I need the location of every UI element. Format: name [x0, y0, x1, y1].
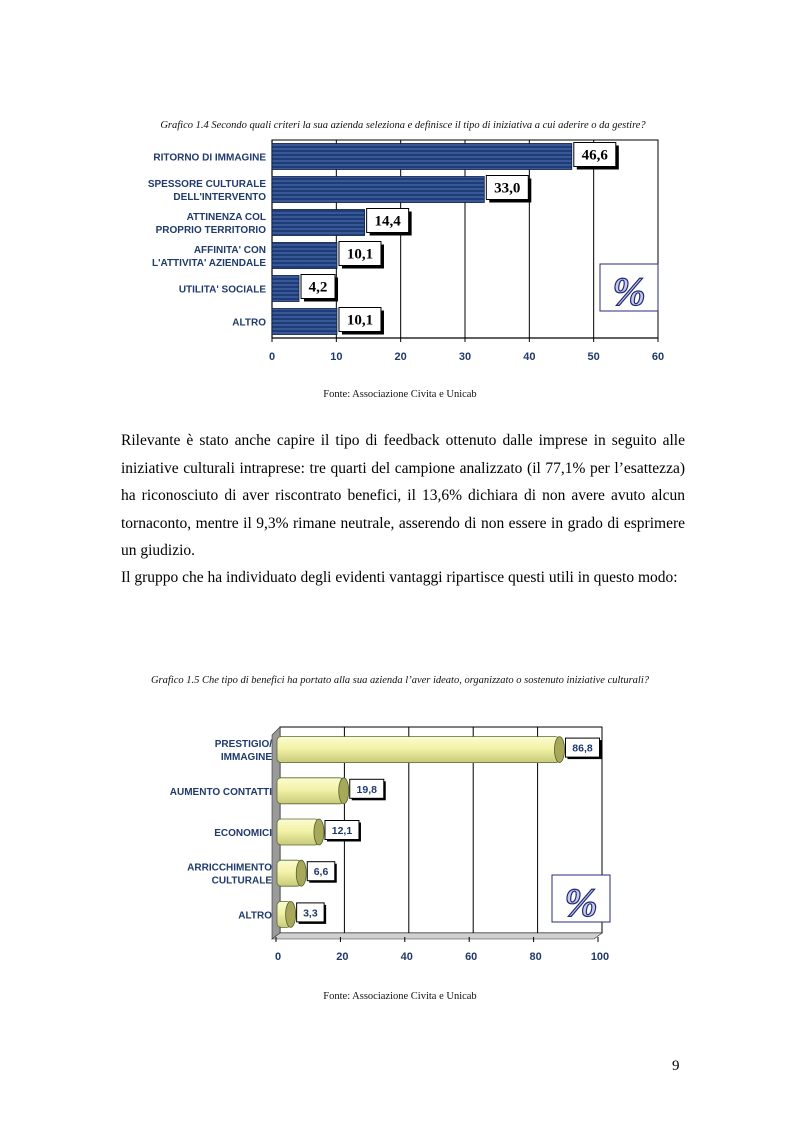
percent-icon: %	[564, 880, 598, 925]
chart2-tick-label: 40	[400, 951, 413, 963]
chart1-tick-label: 40	[523, 351, 536, 363]
chart2-source: Fonte: Associazione Civita e Unicab	[323, 991, 477, 1002]
chart1	[110, 132, 670, 372]
chart1-caption: Grafico 1.4 Secondo quali criteri la sua azienda seleziona e definisce il tipo di iniziativa a cui aderire o da gestire?	[160, 120, 646, 131]
chart2-percent-badge	[552, 875, 610, 925]
chart2-tick-label: 20	[336, 951, 349, 963]
body-paragraph-1: Rilevante è stato anche capire il tipo di feedback ottenuto dalle imprese in seguito alle iniziative culturali intraprese: tre quarti del campione analizzato (il 77,1% per l’esattezza) ha riconosciuto di aver riscontrato benefici, il 13,6% dichiara di non avere avuto alcun tornaconto, mentre il 9,3% rimane neutrale, asserendo di non essere in grado di esprimere un giudizio.	[121, 432, 685, 559]
chart1-value-label: 10,1	[346, 246, 374, 263]
chart2-bar	[277, 778, 344, 804]
chart1-tick-label: 30	[458, 351, 472, 363]
chart1-category-label: AFFINITA' CON L'ATTIVITA' AZIENDALE	[151, 245, 266, 269]
chart2-tick-label: 80	[529, 951, 542, 963]
chart2-tick-label: 0	[274, 951, 282, 963]
chart1-category-labels	[148, 153, 267, 329]
chart1-value-label: 4,2	[308, 279, 328, 296]
chart1-category-label: RITORNO DI IMMAGINE	[153, 152, 266, 164]
chart2-tick-label: 60	[465, 951, 478, 963]
chart2-category-label: ECONOMICI	[214, 828, 272, 839]
chart1-bar	[272, 309, 337, 335]
chart1-bar	[272, 210, 365, 236]
chart1-tick-labels	[269, 338, 664, 363]
chart1-category-label: UTILITA' SOCIALE	[178, 284, 266, 296]
chart2-caption: Grafico 1.5 Che tipo di benefici ha portato alla sua azienda l’aver ideato, organizzato o sostenuto iniziative culturali?	[150, 675, 650, 686]
chart2-category-label: AUMENTO CONTATTI	[169, 786, 272, 798]
chart2-bar-cap	[314, 819, 324, 845]
body-paragraph-2: Il gruppo che ha individuato degli evidenti vantaggi ripartisce questi utili in questo modo:	[121, 569, 678, 586]
chart1-tick-label: 0	[268, 351, 276, 363]
chart2-value-label: 19,8	[356, 783, 377, 796]
chart2-value-label: 12,1	[331, 825, 353, 837]
chart1-bar	[272, 144, 572, 170]
chart2-value-label: 6,6	[313, 866, 329, 879]
chart1-value-label: 46,6	[581, 147, 608, 164]
chart2-category-label: ALTRO	[238, 910, 272, 922]
chart1-value-label: 14,4	[374, 213, 401, 230]
chart1-bar	[272, 177, 484, 203]
chart2-bar	[277, 737, 559, 763]
chart1-tick-label: 20	[394, 351, 407, 363]
chart2-bar	[277, 819, 319, 845]
chart2-bar-cap	[286, 901, 296, 927]
chart2-tick-label: 100	[590, 951, 610, 963]
chart2-value-label: 3,3	[303, 907, 318, 920]
chart2-bar-cap	[339, 778, 349, 804]
page-number: 9	[672, 1058, 680, 1074]
chart2-category-label: ARRICCHIMENTO CULTURALE	[187, 862, 272, 887]
chart2-category-labels	[170, 739, 273, 921]
percent-icon: %	[612, 269, 646, 314]
chart1-value-label: 33,0	[494, 180, 521, 197]
chart2-value-label: 86,8	[572, 742, 593, 755]
chart2-tick-labels	[275, 937, 609, 963]
chart1-source: Fonte: Associazione Civita e Unicab	[323, 389, 477, 400]
chart1-category-label: ATTINENZA COL PROPRIO TERRITORIO	[155, 212, 266, 236]
chart1-bar	[272, 243, 337, 269]
chart1-tick-label: 50	[587, 351, 600, 363]
chart1-tick-label: 10	[330, 351, 343, 363]
chart2-category-label: PRESTIGIO/ IMMAGINE	[214, 739, 272, 764]
chart1-category-label: ALTRO	[232, 317, 266, 329]
chart2	[150, 715, 630, 975]
chart2-bar-cap	[296, 860, 306, 886]
chart2-floor	[272, 933, 602, 939]
chart1-percent-badge	[600, 264, 658, 314]
chart1-category-label: SPESSORE CULTURALE DELL'INTERVENTO	[147, 179, 266, 203]
chart1-tick-label: 60	[651, 351, 665, 363]
chart1-bar	[272, 276, 299, 302]
chart1-value-label: 10,1	[346, 312, 374, 329]
chart2-bar-cap	[554, 737, 564, 763]
